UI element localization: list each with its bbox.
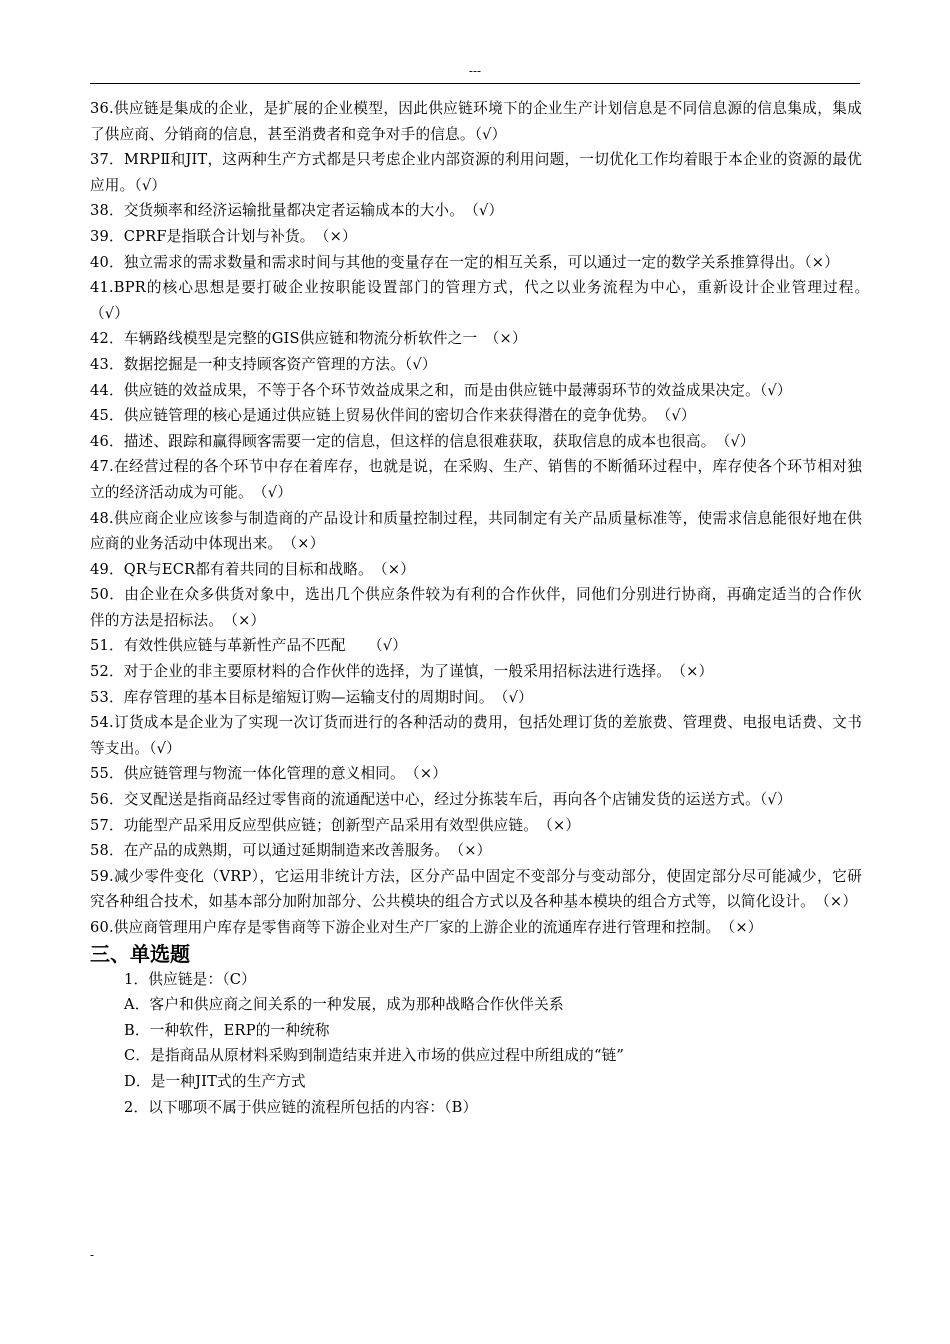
document-body bbox=[90, 96, 892, 1120]
page-footer-mark: - bbox=[90, 1248, 95, 1262]
tf-item-38: 38．交货频率和经济运输批量都决定者运输成本的大小。 （√） bbox=[90, 202, 504, 220]
question-1-option-a: A．客户和供应商之间关系的一种发展，成为那种战略合作伙伴关系 bbox=[124, 996, 564, 1014]
tf-item-40: 40．独立需求的需求数量和需求时间与其他的变量存在一定的相互关系，可以通过一定的数学关系推算得出。（×） bbox=[90, 253, 839, 271]
tf-item-47: 47.在经营过程的各个环节中存在着库存，也就是说，在采购、生产、销售的不断循环过程中，库存使各个环节相对独立的经济活动成为可能。 （√） bbox=[90, 458, 862, 501]
page-header-mark: --- bbox=[468, 64, 482, 78]
tf-item-49: 49．QR与ECR都有着共同的目标和战略。 （×） bbox=[90, 560, 416, 578]
question-1-option-b: B．一种软件，ERP的一种统称 bbox=[124, 1021, 330, 1039]
tf-item-45: 45．供应链管理的核心是通过供应链上贸易伙伴间的密切合作来获得潜在的竞争优势。 （√） bbox=[90, 407, 696, 425]
tf-item-42: 42．车辆路线模型是完整的GIS供应链和物流分析软件之一 （×） bbox=[90, 330, 527, 348]
tf-item-44: 44．供应链的效益成果，不等于各个环节效益成果之和，而是由供应链中最薄弱环节的效益成果决定。（√） bbox=[90, 381, 792, 399]
tf-item-57: 57．功能型产品采用反应型供应链；创新型产品采用有效型供应链。 （×） bbox=[90, 816, 581, 834]
question-1-option-d: D．是一种JIT式的生产方式 bbox=[124, 1072, 306, 1090]
tf-item-55: 55．供应链管理与物流一体化管理的意义相同。 （×） bbox=[90, 765, 448, 783]
tf-item-52: 52．对于企业的非主要原材料的合作伙伴的选择，为了谨慎，一般采用招标法进行选择。 （×） bbox=[90, 663, 714, 681]
tf-item-51: 51．有效性供应链与革新性产品不匹配 （√） bbox=[90, 637, 408, 655]
tf-item-60: 60.供应商管理用户库存是零售商等下游企业对生产厂家的上游企业的流通库存进行管理和控制。 （×） bbox=[90, 919, 763, 936]
true-false-list bbox=[90, 96, 892, 941]
tf-item-43: 43．数据挖掘是一种支持顾客资产管理的方法。（√） bbox=[90, 355, 437, 373]
section-title-single-choice: 三、单选题 bbox=[90, 941, 190, 966]
tf-item-39: 39．CPRF是指联合计划与补货。 （×） bbox=[90, 227, 357, 245]
question-2-stem: 2．以下哪项不属于供应链的流程所包括的内容：（B） bbox=[124, 1098, 478, 1116]
question-1-stem: 1．供应链是：（C） bbox=[124, 970, 256, 988]
tf-item-36: 36.供应链是集成的企业，是扩展的企业模型，因此供应链环境下的企业生产计划信息是不同信息源的信息集成，集成了供应商、分销商的信息，甚至消费者和竞争对手的信息。（√） bbox=[90, 100, 862, 143]
tf-item-53: 53．库存管理的基本目标是缩短订购—运输支付的周期时间。 （√） bbox=[90, 688, 533, 706]
tf-item-46: 46．描述、跟踪和赢得顾客需要一定的信息，但这样的信息很难获取，获取信息的成本也很高。 （√） bbox=[90, 432, 755, 450]
tf-item-59: 59.减少零件变化（VRP），它运用非统计方法，区分产品中固定不变部分与变动部分，使固定部分尽可能减少，它研究各种组合技术，如基本部分加附加部分、公共模块的组合方式以及各种基本模块的组合方式等，以简化设计。 （×） bbox=[90, 867, 862, 911]
tf-item-50: 50．由企业在众多供货对象中，选出几个供应条件较为有利的合作伙伴，同他们分别进行协商，再确定适当的合作伙伴的方法是招标法。 （×） bbox=[90, 586, 862, 629]
single-choice-list bbox=[90, 967, 862, 1121]
tf-item-37: 37．MRPⅡ和JIT，这两种生产方式都是只考虑企业内部资源的利用问题，一切优化工作均着眼于本企业的资源的最优应用。（√） bbox=[90, 151, 862, 194]
tf-item-56: 56．交叉配送是指商品经过零售商的流通配送中心，经过分拣装车后，再向各个店铺发货的运送方式。（√） bbox=[90, 791, 792, 809]
tf-item-58: 58．在产品的成熟期，可以通过延期制造来改善服务。 （×） bbox=[90, 842, 492, 860]
tf-item-41: 41.BPR的核心思想是要打破企业按职能设置部门的管理方式，代之以业务流程为中心，重新设计企业管理过程。 （√） bbox=[90, 279, 892, 322]
header-divider bbox=[90, 83, 860, 84]
tf-item-54: 54.订货成本是企业为了实现一次订货而进行的各种活动的费用，包括处理订货的差旅费、管理费、电报电话费、文书等支出。（√） bbox=[90, 714, 862, 757]
tf-item-48: 48.供应商企业应该参与制造商的产品设计和质量控制过程，共同制定有关产品质量标准等，使需求信息能很好地在供应商的业务活动中体现出来。 （×） bbox=[90, 509, 862, 553]
question-1-option-c: C．是指商品从原材料采购到制造结束并进入市场的供应过程中所组成的“链” bbox=[124, 1047, 625, 1065]
